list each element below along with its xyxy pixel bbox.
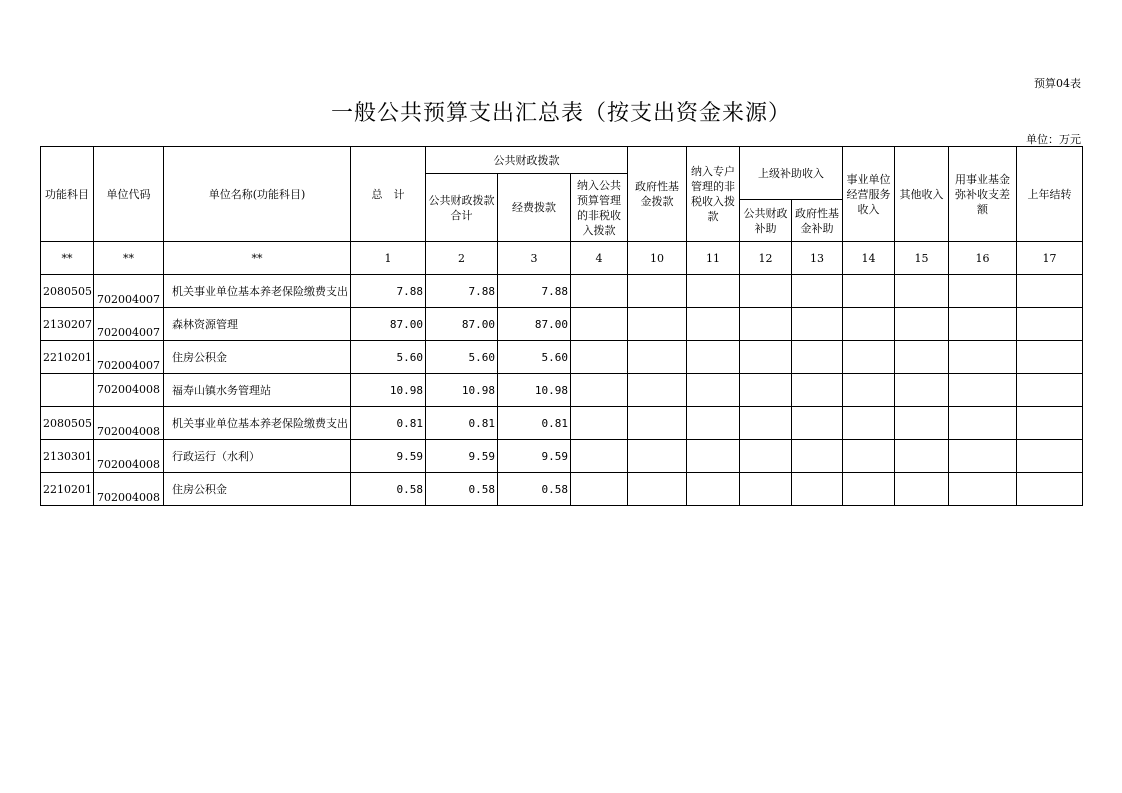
header-fund-balance: 用事业基金弥补收支差额 — [949, 147, 1017, 242]
index-cell: 12 — [740, 242, 792, 275]
public-finance-total-cell: 10.98 — [426, 374, 498, 407]
fee-allocation-cell: 0.81 — [498, 407, 571, 440]
public-finance-total-cell: 7.88 — [426, 275, 498, 308]
index-cell: 13 — [792, 242, 843, 275]
empty-cell — [628, 308, 687, 341]
empty-cell — [571, 374, 628, 407]
index-cell: 1 — [351, 242, 426, 275]
empty-cell — [792, 473, 843, 506]
index-cell: 16 — [949, 242, 1017, 275]
fee-allocation-cell: 7.88 — [498, 275, 571, 308]
empty-cell — [571, 341, 628, 374]
header-public-finance-total: 公共财政拨款合计 — [426, 174, 498, 242]
empty-cell — [843, 275, 895, 308]
func-subject-cell: 2080505 — [41, 407, 94, 440]
unit-name-cell: 机关事业单位基本养老保险缴费支出 — [164, 275, 351, 308]
public-finance-total-cell: 87.00 — [426, 308, 498, 341]
empty-cell — [895, 341, 949, 374]
func-subject-cell: 2210201 — [41, 341, 94, 374]
header-special-non-tax: 纳入专户管理的非税收入拨款 — [687, 147, 740, 242]
header-last-year-balance: 上年结转 — [1017, 147, 1083, 242]
empty-cell — [843, 473, 895, 506]
empty-cell — [571, 407, 628, 440]
empty-cell — [1017, 473, 1083, 506]
unit-name-cell: 住房公积金 — [164, 341, 351, 374]
table-row — [41, 341, 1083, 374]
empty-cell — [687, 374, 740, 407]
empty-cell — [740, 341, 792, 374]
public-finance-total-cell: 0.81 — [426, 407, 498, 440]
empty-cell — [571, 473, 628, 506]
empty-cell — [628, 341, 687, 374]
header-unit-code: 单位代码 — [94, 147, 164, 242]
total-cell: 87.00 — [351, 308, 426, 341]
index-cell: 2 — [426, 242, 498, 275]
empty-cell — [571, 308, 628, 341]
unit-label: 单位：万元 — [1026, 133, 1081, 146]
public-finance-total-cell: 9.59 — [426, 440, 498, 473]
empty-cell — [792, 407, 843, 440]
empty-cell — [628, 473, 687, 506]
empty-cell — [949, 308, 1017, 341]
header-superior-subsidy-group: 上级补助收入 — [740, 147, 843, 200]
empty-cell — [628, 407, 687, 440]
empty-cell — [687, 440, 740, 473]
empty-cell — [571, 440, 628, 473]
index-cell: 3 — [498, 242, 571, 275]
table-row — [41, 275, 1083, 308]
unit-code-cell: 702004008 — [94, 440, 164, 473]
total-cell: 0.58 — [351, 473, 426, 506]
empty-cell — [895, 275, 949, 308]
unit-name-cell: 福寿山镇水务管理站 — [164, 374, 351, 407]
unit-name-cell: 机关事业单位基本养老保险缴费支出 — [164, 407, 351, 440]
header-fee-allocation: 经费拨款 — [498, 174, 571, 242]
empty-cell — [792, 308, 843, 341]
func-subject-cell: 2130207 — [41, 308, 94, 341]
header-non-tax-income: 纳入公共预算管理的非税收入拨款 — [571, 174, 628, 242]
unit-name-cell: 森林资源管理 — [164, 308, 351, 341]
header-other-income: 其他收入 — [895, 147, 949, 242]
empty-cell — [1017, 440, 1083, 473]
empty-cell — [895, 440, 949, 473]
total-cell: 10.98 — [351, 374, 426, 407]
empty-cell — [949, 275, 1017, 308]
unit-code-cell: 702004007 — [94, 341, 164, 374]
index-cell: 17 — [1017, 242, 1083, 275]
empty-cell — [687, 275, 740, 308]
table-row — [41, 374, 1083, 407]
empty-cell — [895, 407, 949, 440]
empty-cell — [687, 407, 740, 440]
empty-cell — [949, 440, 1017, 473]
header-public-finance-group: 公共财政拨款 — [426, 147, 628, 174]
header-gov-fund: 政府性基金拨款 — [628, 147, 687, 242]
func-subject-cell: 2210201 — [41, 473, 94, 506]
unit-code-cell: 702004008 — [94, 407, 164, 440]
empty-cell — [1017, 374, 1083, 407]
empty-cell — [895, 374, 949, 407]
public-finance-total-cell: 5.60 — [426, 341, 498, 374]
total-cell: 5.60 — [351, 341, 426, 374]
empty-cell — [843, 374, 895, 407]
empty-cell — [740, 374, 792, 407]
index-cell: ** — [164, 242, 351, 275]
fee-allocation-cell: 5.60 — [498, 341, 571, 374]
header-total: 总 计 — [351, 147, 426, 242]
func-subject-cell: 2080505 — [41, 275, 94, 308]
empty-cell — [843, 341, 895, 374]
empty-cell — [792, 341, 843, 374]
unit-name-cell: 住房公积金 — [164, 473, 351, 506]
empty-cell — [1017, 341, 1083, 374]
public-finance-total-cell: 0.58 — [426, 473, 498, 506]
empty-cell — [792, 275, 843, 308]
unit-code-cell: 702004008 — [94, 374, 164, 407]
header-gov-fund-subsidy: 政府性基金补助 — [792, 200, 843, 242]
fee-allocation-cell: 9.59 — [498, 440, 571, 473]
unit-name-cell: 行政运行（水利） — [164, 440, 351, 473]
empty-cell — [571, 275, 628, 308]
empty-cell — [740, 275, 792, 308]
header-business-income: 事业单位经营服务收入 — [843, 147, 895, 242]
total-cell: 9.59 — [351, 440, 426, 473]
header-public-finance-subsidy: 公共财政补助 — [740, 200, 792, 242]
table-row — [41, 440, 1083, 473]
empty-cell — [1017, 308, 1083, 341]
page-title: 一般公共预算支出汇总表（按支出资金来源） — [330, 101, 791, 126]
index-cell: ** — [94, 242, 164, 275]
empty-cell — [628, 275, 687, 308]
empty-cell — [843, 308, 895, 341]
empty-cell — [687, 473, 740, 506]
empty-cell — [792, 374, 843, 407]
header-unit-name: 单位名称(功能科目) — [164, 147, 351, 242]
table-row — [41, 308, 1083, 341]
empty-cell — [687, 308, 740, 341]
func-subject-cell: 2130301 — [41, 440, 94, 473]
empty-cell — [687, 341, 740, 374]
empty-cell — [843, 440, 895, 473]
empty-cell — [792, 440, 843, 473]
empty-cell — [949, 341, 1017, 374]
empty-cell — [949, 407, 1017, 440]
total-cell: 0.81 — [351, 407, 426, 440]
empty-cell — [740, 407, 792, 440]
empty-cell — [628, 440, 687, 473]
index-cell: 11 — [687, 242, 740, 275]
empty-cell — [1017, 407, 1083, 440]
empty-cell — [740, 473, 792, 506]
empty-cell — [628, 374, 687, 407]
index-row — [41, 242, 1083, 275]
index-cell: 10 — [628, 242, 687, 275]
total-cell: 7.88 — [351, 275, 426, 308]
empty-cell — [949, 374, 1017, 407]
unit-code-cell: 702004007 — [94, 308, 164, 341]
unit-code-cell: 702004007 — [94, 275, 164, 308]
empty-cell — [843, 407, 895, 440]
index-cell: 14 — [843, 242, 895, 275]
form-number: 预算04表 — [1034, 77, 1081, 90]
empty-cell — [1017, 275, 1083, 308]
table-row — [41, 473, 1083, 506]
fee-allocation-cell: 87.00 — [498, 308, 571, 341]
fee-allocation-cell: 0.58 — [498, 473, 571, 506]
budget-table — [40, 146, 1083, 506]
table-row — [41, 407, 1083, 440]
empty-cell — [895, 308, 949, 341]
empty-cell — [740, 440, 792, 473]
unit-code-cell: 702004008 — [94, 473, 164, 506]
func-subject-cell — [41, 374, 94, 407]
empty-cell — [895, 473, 949, 506]
empty-cell — [740, 308, 792, 341]
fee-allocation-cell: 10.98 — [498, 374, 571, 407]
empty-cell — [949, 473, 1017, 506]
header-func-subject: 功能科目 — [41, 147, 94, 242]
index-cell: ** — [41, 242, 94, 275]
index-cell: 4 — [571, 242, 628, 275]
index-cell: 15 — [895, 242, 949, 275]
